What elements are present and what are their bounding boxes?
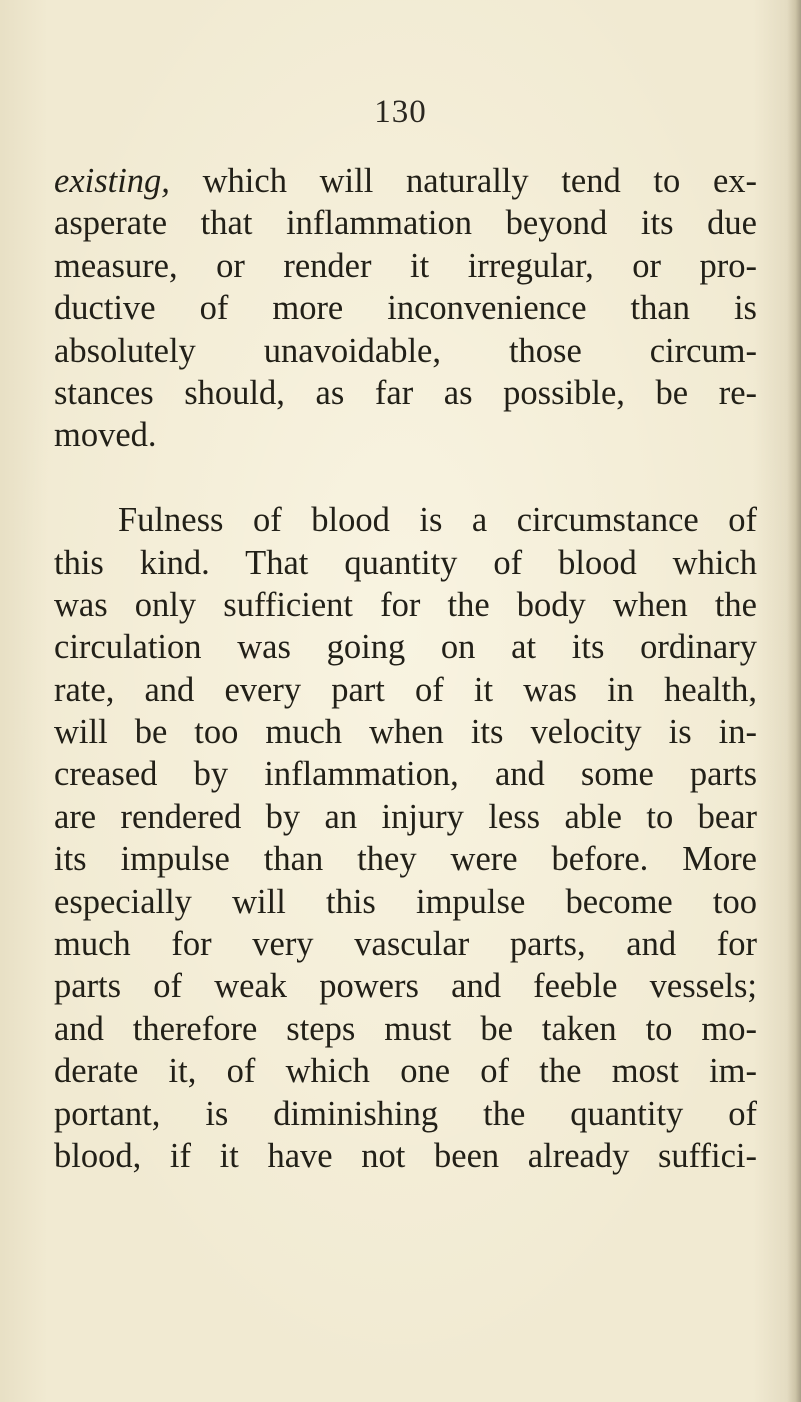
text-line: are rendered by an injury less able to bear <box>54 797 757 836</box>
body-text <box>54 160 757 1177</box>
text-line: blood, if it have not been already suffici- <box>54 1136 757 1175</box>
text-line: this kind. That quantity of blood which <box>54 543 757 582</box>
italic-word: existing, <box>54 162 170 200</box>
text-line: moved. <box>54 416 157 455</box>
text-line: will be too much when its velocity is in- <box>54 713 757 752</box>
paragraph <box>54 499 757 1177</box>
text-line: its impulse than they were before. More <box>54 840 757 879</box>
text-line: rate, and every part of it was in health, <box>54 670 757 709</box>
text-line: portant, is diminishing the quantity of <box>54 1094 757 1133</box>
text-line: parts of weak powers and feeble vessels; <box>54 967 757 1006</box>
text-line: absolutely unavoidable, those circum- <box>54 331 757 370</box>
text-line: ductive of more inconvenience than is <box>54 289 757 328</box>
text-line <box>54 160 757 202</box>
paragraph-gap <box>54 457 757 499</box>
paragraph <box>54 160 757 457</box>
page-number: 130 <box>374 94 427 130</box>
text-line: creased by inflammation, and some parts <box>54 755 757 794</box>
text-line: circulation was going on at its ordinary <box>54 628 757 667</box>
text-line: and therefore steps must be taken to mo- <box>54 1009 757 1048</box>
text-line-rest: which will naturally tend to ex- <box>169 162 757 200</box>
text-line: derate it, of which one of the most im- <box>54 1052 757 1091</box>
text-line: was only sufficient for the body when the <box>54 585 757 624</box>
page-edge-shadow <box>787 0 801 1402</box>
text-line: much for very vascular parts, and for <box>54 925 757 964</box>
text-line: stances should, as far as possible, be re- <box>54 373 757 412</box>
text-line: asperate that inflammation beyond its due <box>54 204 757 243</box>
text-line: measure, or render it irregular, or pro- <box>54 246 757 285</box>
text-line: especially will this impulse become too <box>54 882 757 921</box>
text-line: Fulness of blood is a circumstance of <box>118 501 757 540</box>
